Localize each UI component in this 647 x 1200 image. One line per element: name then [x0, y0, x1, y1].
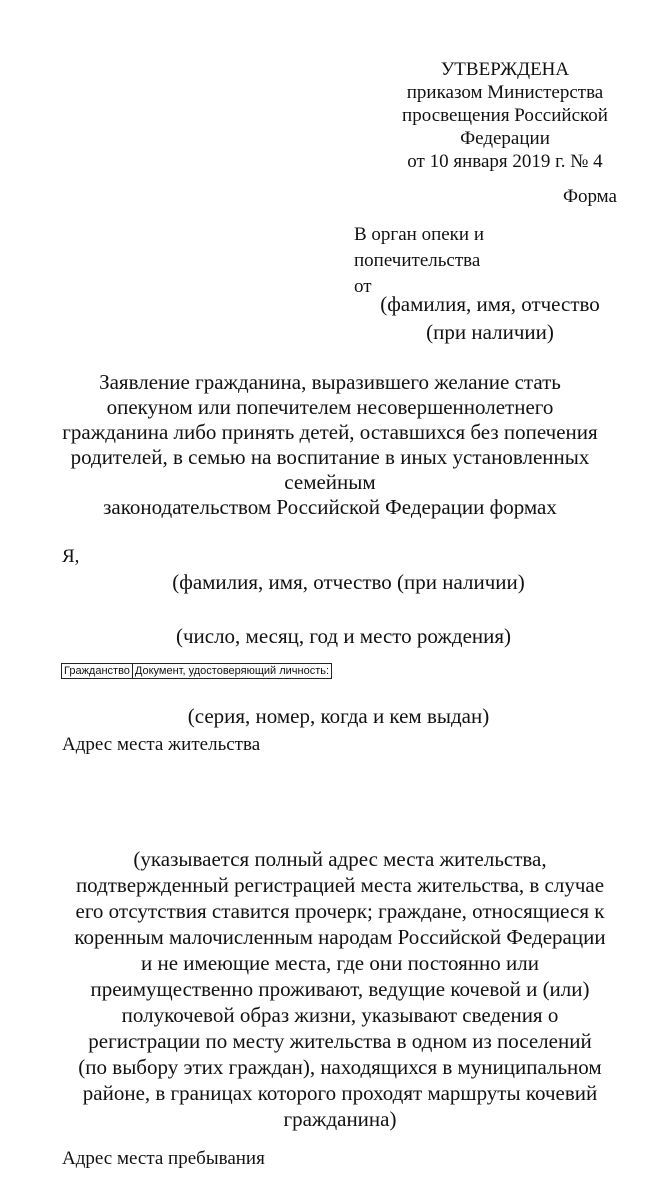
approval-line: приказом Министерства	[406, 82, 604, 103]
approval-line: УТВЕРЖДЕНА	[440, 59, 570, 80]
full-name-hint: (фамилия, имя, отчество (при наличии)	[172, 570, 525, 594]
document-title	[40, 370, 620, 520]
addressee-line: от	[354, 276, 372, 297]
address-hint-line: (указывается полный адрес места жительства,	[133, 847, 547, 871]
approval-stamp	[380, 58, 630, 173]
addressee-line: В орган опеки и	[354, 224, 484, 245]
title-line: родителей, в семью на воспитание в иных установленных	[70, 445, 590, 469]
stay-address-label: Адрес места пребывания	[62, 1148, 265, 1169]
addressee-line: попечительства	[354, 250, 481, 271]
identity-fields	[61, 663, 332, 679]
birth-hint: (число, месяц, год и место рождения)	[175, 624, 512, 648]
identity-document-field[interactable]: Документ, удостоверяющий личность:	[134, 665, 330, 677]
address-hint-line: коренным малочисленным народам Российской Федерации	[74, 925, 606, 949]
addressee-block	[354, 222, 484, 300]
citizenship-field[interactable]: Гражданство	[62, 664, 133, 678]
address-hint-line: его отсутствия ставится прочерк; граждане, относящиеся к	[75, 899, 605, 923]
document-hint: (серия, номер, когда и кем выдан)	[187, 704, 490, 728]
address-hint-line: районе, в границах которого проходят маршруты кочевий	[82, 1081, 598, 1105]
applicant-fio-hint	[340, 290, 640, 346]
ya-label: Я,	[62, 546, 80, 567]
address-hint-line: полукочевой образ жизни, указывают сведения о	[121, 1003, 559, 1027]
address-hint-line: (по выбору этих граждан), находящихся в муниципальном	[78, 1055, 602, 1079]
address-hint-line: и не имеющие места, где они постоянно или	[141, 951, 539, 975]
approval-line: просвещения Российской	[402, 105, 608, 126]
approval-line: от 10 января 2019 г. № 4	[407, 151, 603, 172]
address-hint-line: регистрации по месту жительства в одном из поселений	[88, 1029, 592, 1053]
form-label: Форма	[562, 186, 617, 207]
address-hint-line: подтвержденный регистрацией места жительства, в случае	[75, 873, 605, 897]
residence-address-hint	[40, 846, 640, 1132]
fio-hint-line: (фамилия, имя, отчество	[380, 292, 600, 316]
title-line: гражданина либо принять детей, оставшихся без попечения	[62, 420, 598, 444]
address-hint-line: преимущественно проживают, ведущие кочевой и (или)	[90, 977, 590, 1001]
title-line: семейным	[284, 470, 376, 494]
fio-hint-line: (при наличии)	[426, 320, 554, 344]
title-line: Заявление гражданина, выразившего желание стать	[99, 370, 561, 394]
address-hint-line: гражданина)	[283, 1107, 397, 1131]
title-line: законодательством Российской Федерации формах	[103, 495, 557, 519]
residence-address-label: Адрес места жительства	[62, 734, 261, 755]
approval-line: Федерации	[460, 128, 550, 149]
title-line: опекуном или попечителем несовершеннолетнего	[106, 395, 554, 419]
